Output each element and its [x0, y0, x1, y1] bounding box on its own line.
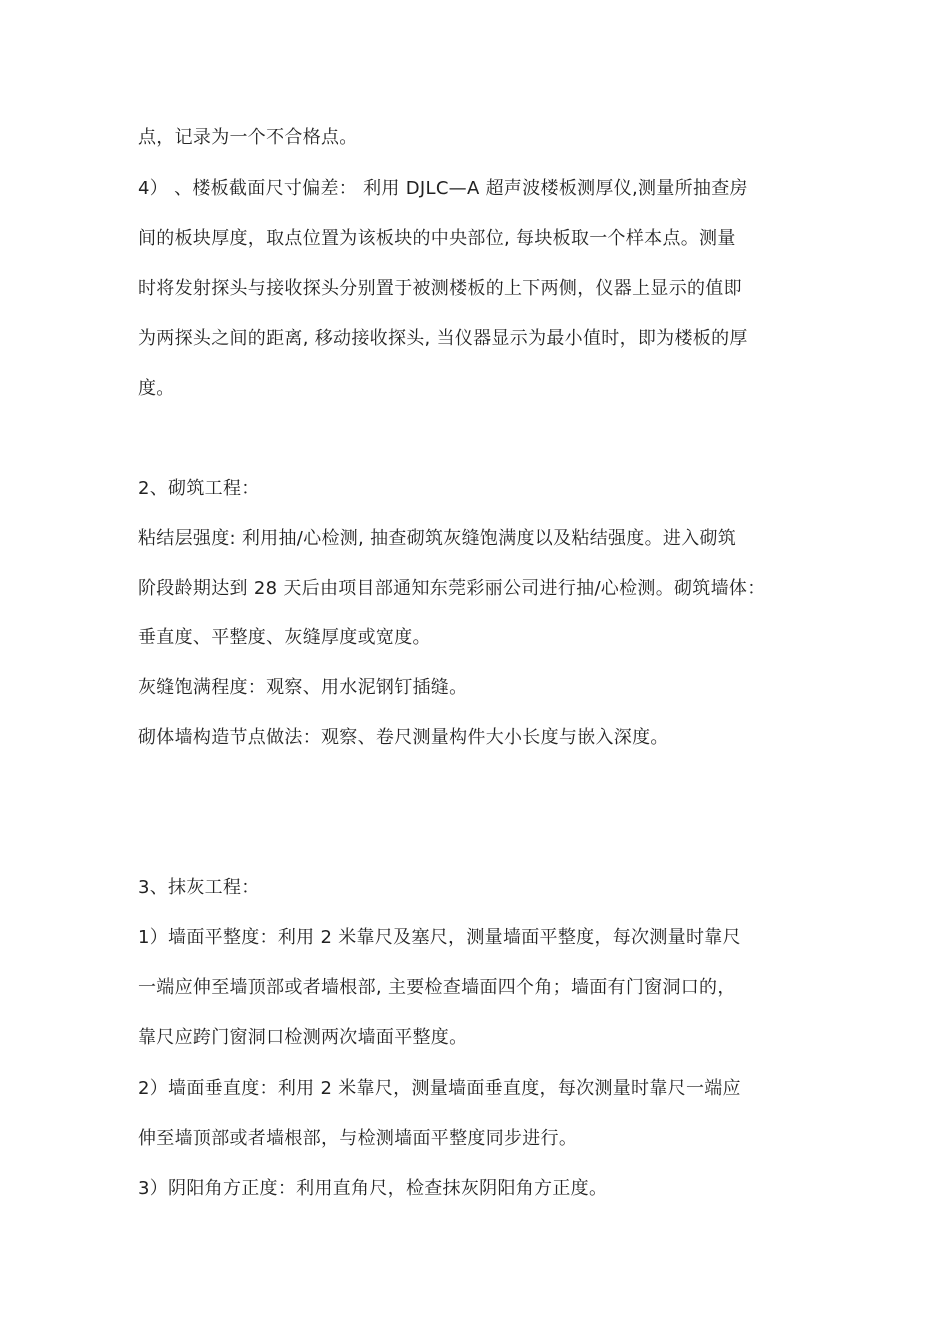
text-line: 一端应伸至墙顶部或者墙根部, 主要检查墙面四个角；墙面有门窗洞口的， — [138, 977, 736, 998]
text-line: 点，记录为一个不合格点。 — [138, 127, 358, 148]
text-line: 为两探头之间的距离, 移动接收探头, 当仪器显示为最小值时，即为楼板的厚 — [138, 328, 748, 349]
text-line: 砌体墙构造节点做法：观察、卷尺测量构件大小长度与嵌入深度。 — [138, 727, 669, 748]
section-heading: 3、抹灰工程： — [138, 877, 260, 898]
text-line: 垂直度、平整度、灰缝厚度或宽度。 — [138, 627, 431, 648]
text-line: 时将发射探头与接收探头分别置于被测楼板的上下两侧，仪器上显示的值即 — [138, 278, 742, 299]
text-line: 阶段龄期达到 28 天后由项目部通知东莞彩丽公司进行抽/心检测。砌筑墙体： — [138, 578, 766, 599]
text-line: 3）阴阳角方正度：利用直角尺，检查抹灰阴阳角方正度。 — [138, 1178, 608, 1199]
text-line: 粘结层强度: 利用抽/心检测, 抽查砌筑灰缝饱满度以及粘结强度。进入砌筑 — [138, 528, 737, 549]
text-line: 2）墙面垂直度：利用 2 米靠尺，测量墙面垂直度，每次测量时靠尺一端应 — [138, 1078, 741, 1099]
section-heading: 2、砌筑工程： — [138, 478, 260, 499]
text-line: 1）墙面平整度：利用 2 米靠尺及塞尺，测量墙面平整度，每次测量时靠尺 — [138, 927, 741, 948]
text-line: 度。 — [138, 378, 175, 399]
text-line: 伸至墙顶部或者墙根部，与检测墙面平整度同步进行。 — [138, 1128, 578, 1149]
text-line: 间的板块厚度，取点位置为该板块的中央部位, 每块板取一个样本点。测量 — [138, 228, 736, 249]
text-line: 灰缝饱满程度：观察、用水泥钢钉插缝。 — [138, 677, 468, 698]
text-line: 4） 、楼板截面尺寸偏差： 利用 DJLC—A 超声波楼板测厚仪,测量所抽查房 — [138, 178, 748, 199]
text-line: 靠尺应跨门窗洞口检测两次墙面平整度。 — [138, 1027, 468, 1048]
